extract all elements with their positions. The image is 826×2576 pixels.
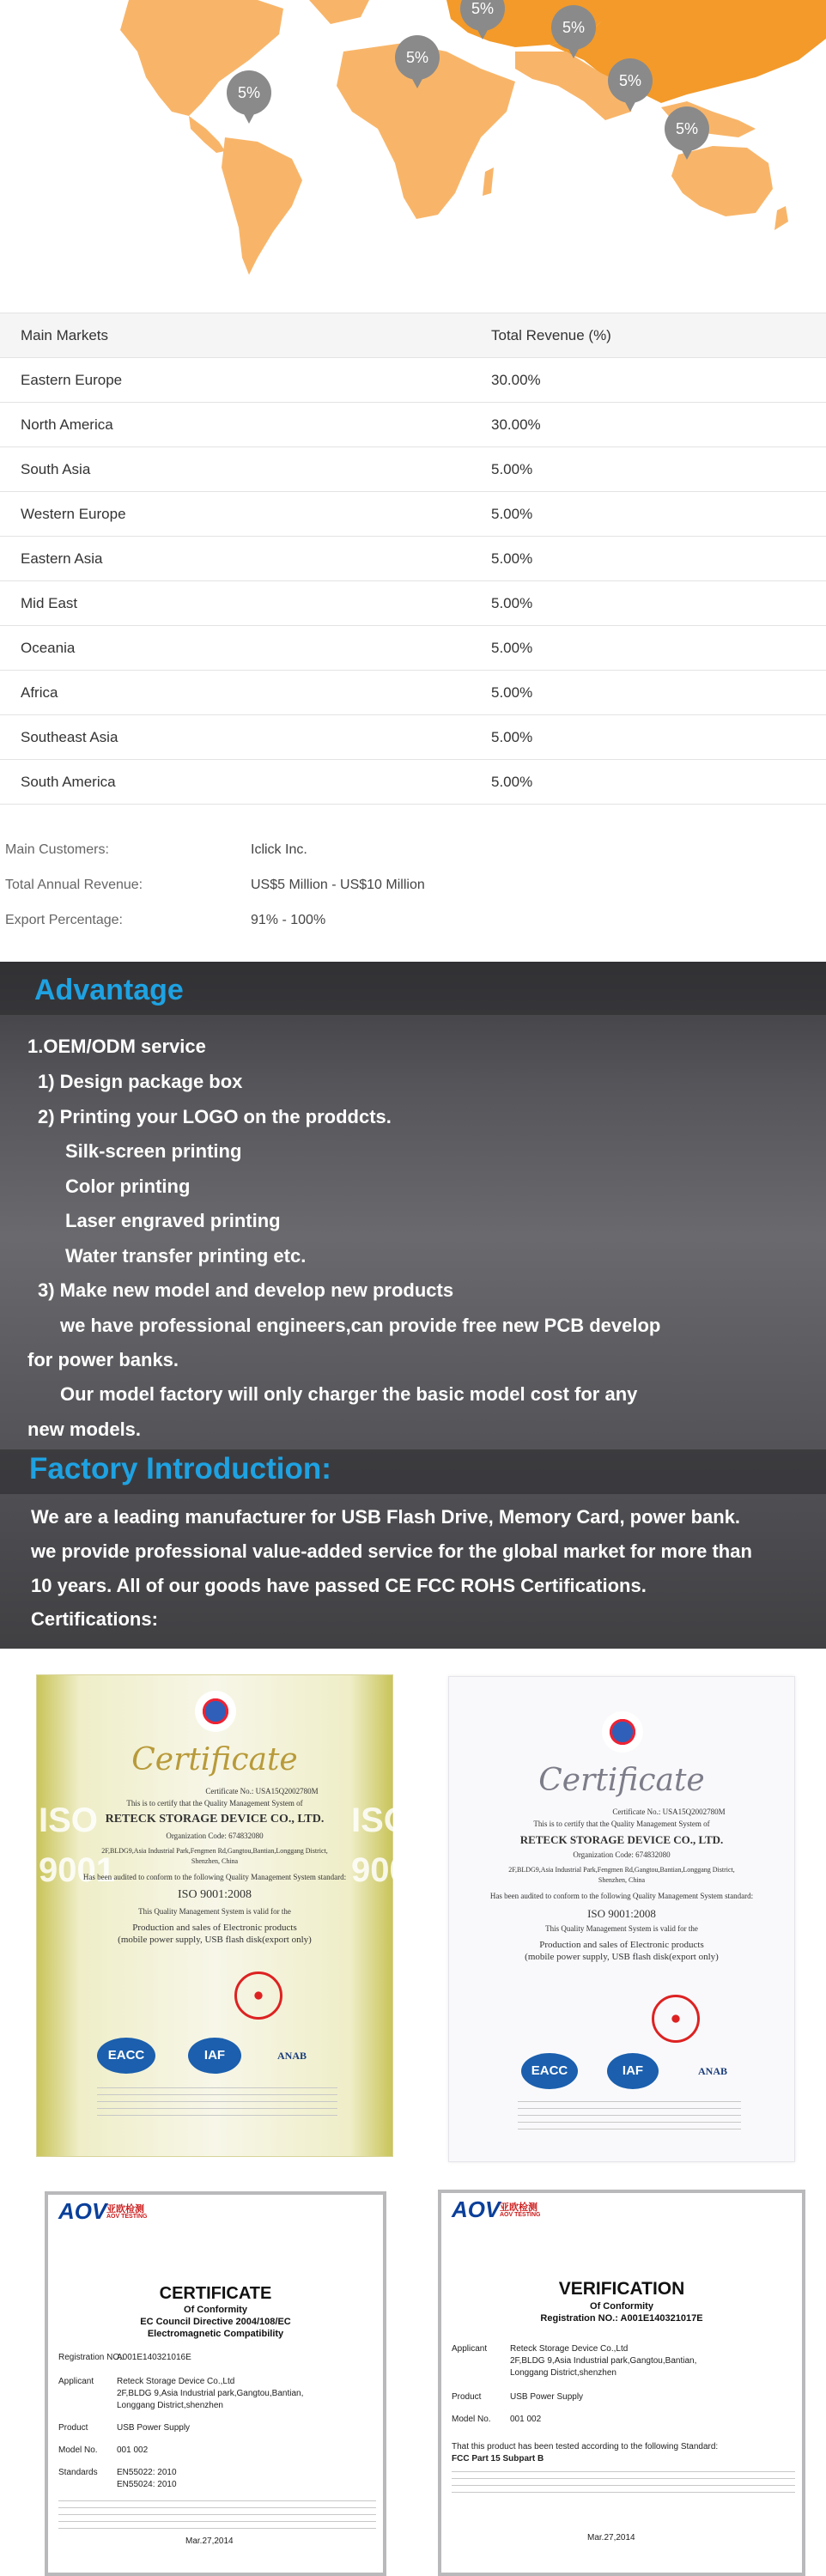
- advantage-title: Advantage: [34, 974, 184, 1006]
- cert-conform: Has been audited to conform to the following Quality Management System standard:: [489, 1892, 754, 1900]
- aov-model-label: Model No.: [452, 2415, 491, 2424]
- factory-line: Certifications:: [31, 1608, 158, 1630]
- cert-intro: This is to certify that the Quality Management System of: [126, 1799, 303, 1807]
- cert-scope-2: (mobile power supply, USB flash disk(export only): [118, 1935, 312, 1945]
- aov-product-label: Product: [58, 2423, 88, 2433]
- aov-fcc-verification-image[interactable]: [438, 2190, 805, 2576]
- table-row: [0, 492, 826, 537]
- red-stamp-icon: [234, 1971, 282, 2020]
- map-new-zealand: [774, 206, 788, 230]
- aov-standard-2: EN55024: 2010: [117, 2480, 177, 2489]
- iso-side-text-left: ISO 9001: [39, 1801, 115, 1889]
- market-revenue: 5.00%: [491, 715, 826, 760]
- cert-standard: ISO 9001:2008: [178, 1888, 252, 1901]
- iaf-badge: IAF: [607, 2053, 659, 2089]
- fine-print-lines: [58, 2500, 376, 2535]
- company-summary: [0, 832, 826, 938]
- table-row: [0, 715, 826, 760]
- pin-label: 5%: [405, 49, 429, 66]
- cert-standard: ISO 9001:2008: [587, 1907, 656, 1920]
- aov-logo-en: AOV TESTING: [106, 2214, 148, 2220]
- market-name: Mid East: [0, 581, 491, 626]
- table-row: [0, 671, 826, 715]
- factory-line: 10 years. All of our goods have passed CE FCC ROHS Certifications.: [31, 1575, 647, 1596]
- market-name: South Asia: [0, 447, 491, 492]
- table-row: [0, 358, 826, 403]
- advantage-factory-banner: [0, 962, 826, 1649]
- summary-label: Total Annual Revenue:: [5, 877, 143, 892]
- anab-badge: ANAB: [277, 2050, 307, 2062]
- map-south-america: [222, 137, 302, 275]
- aov-product: USB Power Supply: [117, 2423, 191, 2433]
- aov-product: USB Power Supply: [510, 2392, 584, 2402]
- aov-applicant: Reteck Storage Device Co.,Ltd: [117, 2377, 235, 2386]
- aov-subtitle-1: Of Conformity: [590, 2301, 653, 2312]
- aov-cert-title: CERTIFICATE: [159, 2284, 272, 2303]
- advantage-line: 3) Make new model and develop new products: [38, 1279, 454, 1301]
- aov-reg-line: Registration NO.: A001E140321017E: [540, 2313, 703, 2324]
- advantage-line: Color printing: [65, 1176, 191, 1197]
- certificate-script-title: Certificate: [538, 1763, 705, 1798]
- eacc-seal-icon: [195, 1691, 236, 1732]
- cert-city: Shenzhen, China: [191, 1857, 239, 1865]
- summary-row-annual-revenue: [0, 867, 826, 902]
- aov-applicant-label: Applicant: [58, 2377, 94, 2386]
- cert-org-code: Organization Code: 674832080: [166, 1832, 264, 1840]
- market-name: Africa: [0, 671, 491, 715]
- fine-print-lines: [518, 2101, 741, 2136]
- advantage-line: 2) Printing your LOGO on the proddcts.: [38, 1106, 392, 1127]
- aov-applicant-label: Applicant: [452, 2344, 488, 2354]
- aov-model: 001 002: [117, 2445, 149, 2455]
- cert-company: RETECK STORAGE DEVICE CO., LTD.: [519, 1833, 724, 1846]
- world-market-map: [0, 0, 826, 283]
- map-greenland: [309, 0, 369, 24]
- summary-label: Main Customers:: [5, 841, 109, 857]
- market-name: Oceania: [0, 626, 491, 671]
- cert-scope-1: Production and sales of Electronic products: [132, 1923, 297, 1933]
- aov-verification-title: VERIFICATION: [558, 2279, 685, 2299]
- market-name: Eastern Europe: [0, 358, 491, 403]
- market-name: Western Europe: [0, 492, 491, 537]
- market-revenue: 5.00%: [491, 760, 826, 805]
- market-revenue: 30.00%: [491, 358, 826, 403]
- map-madagascar: [483, 167, 494, 196]
- summary-row-main-customers: [0, 832, 826, 867]
- advantage-line: Laser engraved printing: [65, 1210, 281, 1231]
- cert-address: 2F,BLDG9,Asia Industrial Park,Fengmen Rd,Gangtou,Bantian,Longgang District,: [508, 1866, 735, 1874]
- cert-city: Shenzhen, China: [598, 1876, 646, 1884]
- market-revenue: 30.00%: [491, 403, 826, 447]
- advantage-line: 1) Design package box: [38, 1071, 243, 1092]
- aov-fcc-standard: FCC Part 15 Subpart B: [452, 2454, 544, 2464]
- table-header-row: [0, 313, 826, 358]
- factory-line: We are a leading manufacturer for USB Flash Drive, Memory Card, power bank.: [31, 1506, 741, 1528]
- aov-reg-label: Registration NO.:: [58, 2353, 125, 2362]
- table-row: [0, 760, 826, 805]
- aov-logo: AOV: [58, 2198, 107, 2224]
- table-row: [0, 447, 826, 492]
- factory-line: we provide professional value-added service for the global market for more than: [31, 1540, 752, 1562]
- aov-standard-1: EN55022: 2010: [117, 2468, 177, 2477]
- market-revenue: 5.00%: [491, 671, 826, 715]
- aov-subtitle-2: EC Council Directive 2004/108/EC: [140, 2317, 291, 2327]
- column-header-total-revenue: Total Revenue (%): [491, 313, 826, 358]
- aov-address-2: Longgang District,shenzhen: [510, 2368, 616, 2378]
- cert-scope-1: Production and sales of Electronic products: [539, 1940, 704, 1950]
- cert-valid-for: This Quality Management System is valid for the: [138, 1907, 291, 1916]
- aov-address-1: 2F,BLDG 9,Asia Industrial park,Gangtou,Bantian,: [117, 2389, 304, 2398]
- map-svg: [0, 0, 826, 283]
- aov-address-1: 2F,BLDG 9,Asia Industrial park,Gangtou,Bantian,: [510, 2356, 697, 2366]
- aov-product-label: Product: [452, 2392, 482, 2402]
- map-pin[interactable]: [227, 70, 271, 124]
- aov-logo: AOV: [452, 2196, 501, 2222]
- factory-title: Factory Introduction:: [29, 1452, 331, 1485]
- aov-model: 001 002: [510, 2415, 542, 2424]
- red-stamp-icon: [652, 1995, 700, 2043]
- market-revenue: 5.00%: [491, 492, 826, 537]
- summary-value: 91% - 100%: [251, 912, 326, 927]
- market-revenue: 5.00%: [491, 447, 826, 492]
- aov-address-2: Longgang District,shenzhen: [117, 2401, 223, 2410]
- pin-label: 5%: [471, 0, 495, 17]
- eacc-badge: EACC: [97, 2038, 155, 2074]
- advantage-line: Our model factory will only charger the basic model cost for any: [60, 1383, 638, 1405]
- main-markets-table: [0, 313, 826, 805]
- cert-intro: This is to certify that the Quality Management System of: [533, 1820, 710, 1828]
- aov-date: Mar.27,2014: [185, 2537, 234, 2546]
- cert-scope-2: (mobile power supply, USB flash disk(export only): [525, 1952, 719, 1962]
- market-name: South America: [0, 760, 491, 805]
- map-central-america: [189, 116, 225, 153]
- certificate-script-title: Certificate: [131, 1742, 298, 1777]
- iaf-badge: IAF: [188, 2038, 241, 2074]
- cert-number: Certificate No.: USA15Q2002780M: [612, 1807, 726, 1816]
- market-name: North America: [0, 403, 491, 447]
- cert-address: 2F,BLDG9,Asia Industrial Park,Fengmen Rd,Gangtou,Bantian,Longgang District,: [101, 1847, 328, 1855]
- eacc-seal-icon: [602, 1711, 643, 1753]
- market-name: Eastern Asia: [0, 537, 491, 581]
- iso-certificate-image-1[interactable]: [36, 1674, 428, 2157]
- aov-model-label: Model No.: [58, 2445, 98, 2455]
- advantage-line: we have professional engineers,can provide free new PCB develop: [60, 1315, 661, 1336]
- cert-valid-for: This Quality Management System is valid for the: [545, 1924, 698, 1933]
- advantage-line: Silk-screen printing: [65, 1140, 242, 1162]
- anab-badge: ANAB: [698, 2065, 728, 2077]
- advantage-line: 1.OEM/ODM service: [27, 1036, 206, 1057]
- column-header-main-markets: Main Markets: [0, 313, 491, 358]
- aov-standards-label: Standards: [58, 2468, 98, 2477]
- pin-label: 5%: [618, 72, 642, 89]
- pin-label: 5%: [562, 19, 586, 36]
- summary-value: US$5 Million - US$10 Million: [251, 877, 425, 892]
- market-name: Southeast Asia: [0, 715, 491, 760]
- market-revenue: 5.00%: [491, 581, 826, 626]
- table-row: [0, 581, 826, 626]
- aov-reg-value: A001E140321016E: [117, 2353, 191, 2362]
- cert-number: Certificate No.: USA15Q2002780M: [205, 1787, 319, 1795]
- cert-org-code: Organization Code: 674832080: [573, 1850, 671, 1859]
- fine-print-lines: [97, 2087, 337, 2122]
- table-row: [0, 537, 826, 581]
- aov-logo-cn: 亚欧检测: [106, 2204, 144, 2215]
- cert-conform: Has been audited to conform to the following Quality Management System standard:: [82, 1873, 347, 1881]
- iso-side-text-right: ISO 9001: [351, 1801, 428, 1889]
- aov-logo-en: AOV TESTING: [500, 2212, 541, 2218]
- aov-subtitle-1: Of Conformity: [184, 2305, 247, 2315]
- pin-label: 5%: [237, 84, 261, 101]
- summary-row-export-percentage: [0, 902, 826, 938]
- pin-label: 5%: [675, 120, 699, 137]
- eacc-badge: EACC: [521, 2053, 578, 2089]
- summary-value: Iclick Inc.: [251, 841, 307, 857]
- aov-ec-certificate-image[interactable]: [45, 2191, 386, 2576]
- iso-certificate-image-2[interactable]: [448, 1676, 795, 2162]
- aov-applicant: Reteck Storage Device Co.,Ltd: [510, 2344, 629, 2354]
- advantage-line: new models.: [27, 1419, 142, 1440]
- aov-logo-cn: 亚欧检测: [500, 2202, 538, 2213]
- aov-subtitle-3: Electromagnetic Compatibility: [147, 2329, 284, 2339]
- fine-print-lines: [452, 2471, 795, 2499]
- summary-label: Export Percentage:: [5, 912, 123, 927]
- table-row: [0, 626, 826, 671]
- aov-date: Mar.27,2014: [587, 2533, 635, 2543]
- advantage-line: Water transfer printing etc.: [65, 1245, 307, 1267]
- market-revenue: 5.00%: [491, 537, 826, 581]
- advantage-line: for power banks.: [27, 1349, 179, 1370]
- aov-tested-text: That this product has been tested according to the following Standard:: [452, 2442, 719, 2451]
- cert-company: RETECK STORAGE DEVICE CO., LTD.: [105, 1813, 325, 1826]
- table-row: [0, 403, 826, 447]
- market-revenue: 5.00%: [491, 626, 826, 671]
